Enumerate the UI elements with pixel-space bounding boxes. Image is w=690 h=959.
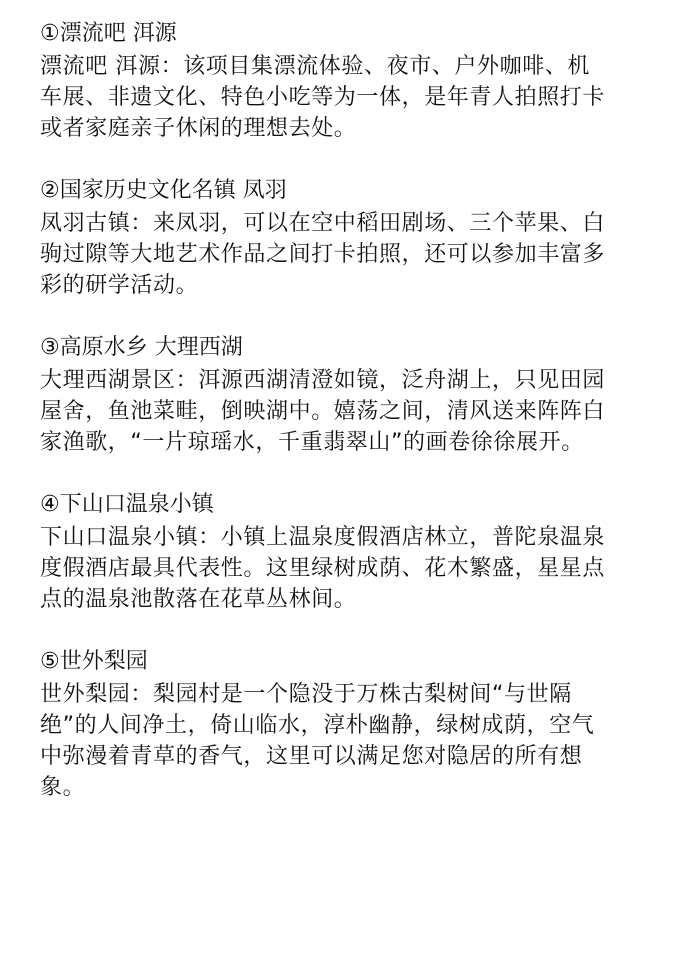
paragraph-line: 大理西湖景区：洱源西湖清澄如镜，泛舟湖上，只见田园 <box>40 368 606 393</box>
paragraph-line: 中弥漫着青草的香气，这里可以满足您对隐居的所有想 <box>40 744 583 769</box>
section-heading: ④下山口温泉小镇 <box>40 492 214 517</box>
paragraph-line: 世外梨园：梨园村是一个隐没于万株古梨树间“与世隔 <box>40 682 572 707</box>
paragraph-line: 度假酒店最具代表性。这里绿树成荫、花木繁盛，星星点 <box>40 556 606 581</box>
paragraph-line: 车展、非遗文化、特色小吃等为一体，是年青人拍照打卡 <box>40 85 606 110</box>
paragraph-line: 家渔歌，“一片琼瑶水，千重翡翠山”的画卷徐徐展开。 <box>40 430 584 455</box>
section-xiashankou-hot-spring <box>40 489 650 615</box>
paragraph-line: 驹过隙等大地艺术作品之间打卡拍照，还可以参加丰富多 <box>40 242 606 267</box>
section-shiwai-liyuan <box>40 646 650 803</box>
paragraph-line: 屋舍，鱼池菜畦，倒映湖中。嬉荡之间，清风送来阵阵白 <box>40 399 606 424</box>
paragraph-line: 凤羽古镇：来凤羽，可以在空中稻田剧场、三个苹果、白 <box>40 211 606 236</box>
paragraph-line: 象。 <box>40 775 86 800</box>
paragraph-line: 点的温泉池散落在花草丛林间。 <box>40 587 357 612</box>
section-heading: ①漂流吧 洱源 <box>40 21 177 46</box>
section-heading: ⑤世外梨园 <box>40 649 148 674</box>
section-heading: ②国家历史文化名镇 凤羽 <box>40 178 287 203</box>
section-fengyu-town <box>40 175 650 301</box>
section-dali-west-lake <box>40 332 650 458</box>
paragraph-line: 绝”的人间净土，倚山临水，淳朴幽静，绿树成荫，空气 <box>40 713 595 738</box>
paragraph-line: 漂流吧 洱源：该项目集漂流体验、夜市、户外咖啡、机 <box>40 54 590 79</box>
paragraph-line: 彩的研学活动。 <box>40 273 199 298</box>
section-piaoliuba-eryuan <box>40 18 650 144</box>
paragraph-line: 或者家庭亲子休闲的理想去处。 <box>40 116 357 141</box>
section-heading: ③高原水乡 大理西湖 <box>40 335 243 360</box>
paragraph-line: 下山口温泉小镇：小镇上温泉度假酒店林立，普陀泉温泉 <box>40 525 606 550</box>
